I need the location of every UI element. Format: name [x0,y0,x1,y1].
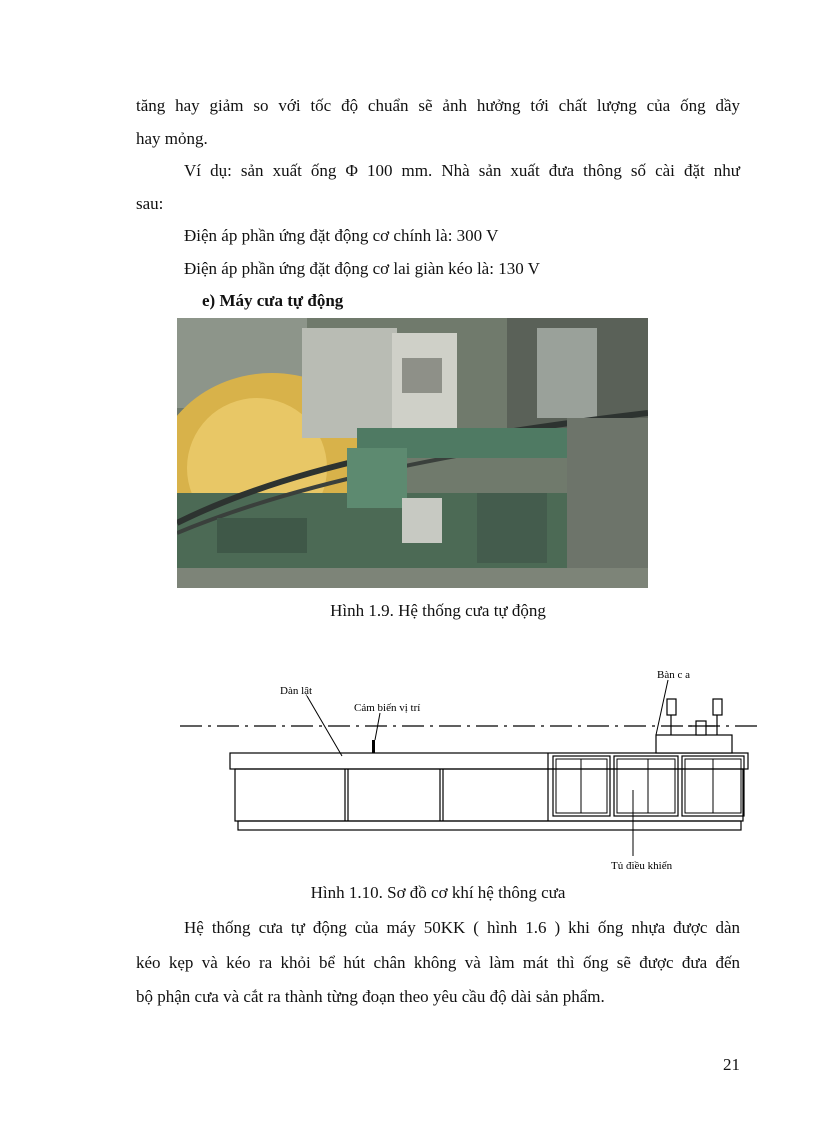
figure-caption: Hình 1.9. Hệ thống cưa tự động [330,601,546,620]
saw-machine-photo [177,318,648,588]
label-ban-cua: Bàn c a [657,669,690,681]
paragraph-line: Điện áp phần ứng đặt động cơ chính là: 300 V [184,226,499,245]
label-tu-dieu-khien: Tủ điều khiển [611,860,673,872]
saw-system-diagram [170,660,770,880]
section-heading: e) Máy cưa tự động [202,291,344,310]
label-dan-lat: Dàn lật [280,685,313,697]
leader-line [656,680,668,735]
saw-machine-illustration [177,318,648,588]
position-sensor [372,740,375,753]
paragraph-line: Ví dụ: sản xuất ống Φ 100 mm. Nhà sản xuất đưa thông số cài đặt như [184,161,740,180]
figure-caption: Hình 1.10. Sơ đồ cơ khí hệ thông cưa [310,883,566,902]
paragraph-line: kéo kẹp và kéo ra khỏi bể hút chân không và làm mát thì ống sẽ được đưa đến [136,953,740,972]
base-rail [238,821,741,830]
paragraph-line: Hệ thống cưa tự động của máy 50KK ( hình 1.6 ) khi ống nhựa được dàn [184,918,740,937]
paragraph-line: Điện áp phần ứng đặt động cơ lai giàn kéo là: 130 V [184,259,540,278]
page-number: 21 [723,1055,740,1074]
paragraph-line: bộ phận cưa và cắt ra thành từng đoạn theo yêu cầu độ dài sản phẩm. [136,987,605,1006]
paragraph-line: hay mỏng. [136,129,208,148]
label-cam-bien: Cảm biến vị trí [354,702,421,714]
paragraph-line: sau: [136,194,164,213]
paragraph-line: tăng hay giảm so với tốc độ chuẩn sẽ ảnh hưởng tới chất lượng của ống dầy [136,96,740,115]
